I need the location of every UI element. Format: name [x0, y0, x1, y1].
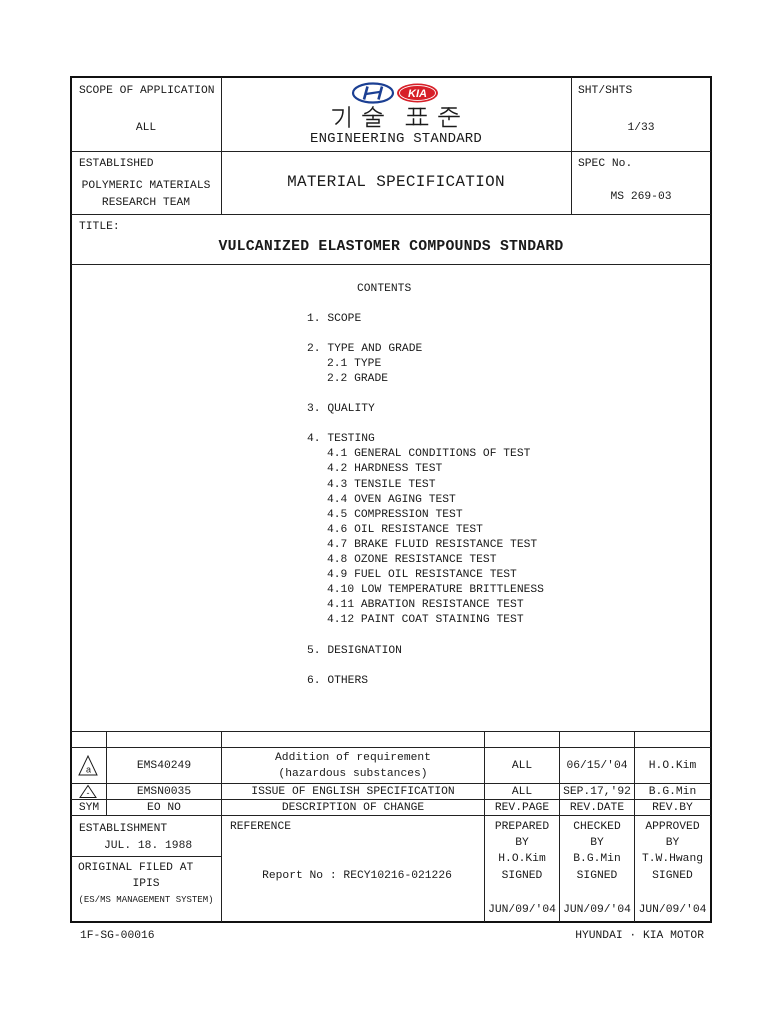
document-type: MATERIAL SPECIFICATION: [287, 173, 505, 191]
revision-symbol-letter: -: [86, 788, 90, 798]
toc-subsection: [307, 613, 544, 628]
toc-number: 4.6: [327, 523, 348, 536]
toc-title: OIL RESISTANCE TEST: [354, 523, 483, 536]
reference-report-number: Report No : RECY10216-021226: [262, 870, 452, 882]
rev-date: 06/15/'04: [566, 759, 628, 772]
toc-subsection: [307, 598, 544, 613]
toc-title: GRADE: [354, 372, 389, 385]
rev-by: B.G.Min: [648, 785, 697, 798]
divider: [71, 731, 711, 732]
toc-title: PAINT COAT STAINING TEST: [360, 614, 524, 627]
toc-number: 3.: [307, 403, 321, 416]
column-header-rev-by: REV.BY: [652, 801, 693, 814]
toc-section: [307, 342, 544, 387]
approval-name: B.G.Min: [573, 853, 621, 865]
toc-subsection: [307, 372, 544, 387]
toc-section-heading: [307, 432, 544, 447]
establishment-date: JUL. 18. 1988: [104, 840, 193, 852]
column-header-description: DESCRIPTION OF CHANGE: [281, 801, 425, 814]
toc-section-heading: [307, 342, 544, 357]
toc-subsection: [307, 493, 544, 508]
toc-title: TYPE: [354, 357, 382, 370]
toc-title: BRAKE FLUID RESISTANCE TEST: [354, 538, 538, 551]
toc-number: 4.1: [327, 448, 348, 461]
toc-number: 2.: [307, 342, 321, 355]
engineering-standard-label: ENGINEERING STANDARD: [309, 131, 483, 147]
change-description-line: Addition of requirement: [275, 751, 431, 764]
approval-role: PREPARED: [494, 821, 550, 833]
toc-section: [307, 674, 544, 689]
established-by-line: POLYMERIC MATERIALS: [81, 180, 211, 192]
revision-triangle-icon: [72, 748, 106, 783]
toc-section-heading: [307, 644, 544, 659]
column-header-rev-page: REV.PAGE: [494, 801, 550, 814]
toc-title: TESTING: [327, 433, 375, 446]
toc-subsection: [307, 462, 544, 477]
toc-section: [307, 644, 544, 659]
toc-subsection: [307, 568, 544, 583]
kia-logo-icon: [397, 84, 438, 103]
approval-role: APPROVED: [645, 821, 700, 833]
approval-status: SIGNED: [576, 870, 618, 882]
toc-number: 4.5: [327, 508, 348, 521]
title-label: TITLE:: [79, 221, 120, 233]
toc-number: 2.1: [327, 357, 348, 370]
spec-number-value: MS 269-03: [610, 191, 672, 203]
sheet-value: 1/33: [627, 122, 655, 134]
revision-symbol: [72, 784, 106, 799]
revision-symbol-letter: a: [85, 764, 92, 775]
toc-title: TYPE AND GRADE: [327, 342, 423, 355]
header-logo-block: [300, 78, 490, 130]
scope-label: SCOPE OF APPLICATION: [79, 85, 215, 97]
form-number: 1F-SG-00016: [80, 930, 155, 942]
divider: [71, 214, 711, 215]
toc-section-heading: [307, 312, 544, 327]
toc-title: GENERAL CONDITIONS OF TEST: [354, 448, 531, 461]
column-header-eo-no: EO NO: [147, 801, 181, 814]
established-label: ESTABLISHED: [79, 158, 154, 170]
toc-number: 4.12: [327, 614, 355, 627]
reference-label: REFERENCE: [230, 821, 292, 833]
change-description-line: (hazardous substances): [278, 767, 428, 780]
contents-heading: CONTENTS: [357, 283, 412, 295]
toc-title: COMPRESSION TEST: [354, 508, 463, 521]
kia-logo-text: KIA: [408, 88, 427, 100]
rev-by: H.O.Kim: [648, 759, 697, 772]
toc-title: LOW TEMPERATURE BRITTLENESS: [360, 584, 544, 597]
toc-section: [307, 312, 544, 327]
toc-title: QUALITY: [327, 403, 375, 416]
toc-number: 4.: [307, 433, 321, 446]
toc-number: 4.9: [327, 569, 348, 582]
korean-title-lettering: [333, 107, 459, 127]
establishment-label: ESTABLISHMENT: [79, 823, 168, 835]
approval-status: SIGNED: [501, 870, 543, 882]
original-filed-location: IPIS: [132, 878, 160, 890]
toc-subsection: [307, 538, 544, 553]
approval-status: SIGNED: [652, 870, 693, 882]
approval-by: BY: [590, 837, 604, 849]
toc-subsection: [307, 447, 544, 462]
toc-title: DESIGNATION: [327, 644, 402, 657]
toc-subsection: [307, 508, 544, 523]
toc-title: HARDNESS TEST: [354, 463, 443, 476]
sheet-label: SHT/SHTS: [578, 85, 633, 97]
toc-subsection: [307, 553, 544, 568]
rev-page: ALL: [511, 785, 533, 798]
scope-value: ALL: [135, 122, 157, 134]
divider: [71, 856, 221, 857]
rev-date: SEP.17,'92: [563, 785, 631, 798]
divider: [71, 264, 711, 265]
hyundai-emblem-icon: [353, 84, 393, 103]
toc-section-heading: [307, 674, 544, 689]
divider: [71, 815, 711, 816]
toc-subsection: [307, 357, 544, 372]
divider: [71, 151, 711, 152]
rev-page: ALL: [511, 759, 533, 772]
toc-subsection: [307, 583, 544, 598]
eo-number: EMSN0035: [136, 785, 192, 798]
toc-title: ABRATION RESISTANCE TEST: [360, 599, 524, 612]
change-description: ISSUE OF ENGLISH SPECIFICATION: [251, 785, 455, 798]
revision-triangle-icon: [72, 784, 106, 799]
approval-date: JUN/09/'04: [638, 904, 707, 916]
column-header-sym: SYM: [78, 801, 100, 814]
toc-number: 5.: [307, 644, 321, 657]
eo-number: EMS40249: [136, 759, 192, 772]
toc-number: 4.7: [327, 538, 348, 551]
toc-subsection: [307, 523, 544, 538]
toc-number: 4.10: [327, 584, 355, 597]
revision-symbol: [72, 748, 106, 783]
toc-title: SCOPE: [327, 312, 362, 325]
toc-title: TENSILE TEST: [354, 478, 436, 491]
toc-title: OTHERS: [327, 674, 369, 687]
change-description: [222, 748, 484, 783]
toc-number: 2.2: [327, 372, 348, 385]
toc-title: OZONE RESISTANCE TEST: [354, 554, 497, 566]
approval-role: CHECKED: [573, 821, 621, 833]
approval-name: H.O.Kim: [498, 853, 546, 865]
management-system-note: (ES/MS MANAGEMENT SYSTEM): [78, 895, 214, 905]
toc-section: [307, 432, 544, 628]
toc-number: 4.4: [327, 493, 348, 506]
toc-number: 4.2: [327, 463, 348, 476]
approval-date: JUN/09/'04: [488, 904, 556, 916]
toc-title: FUEL OIL RESISTANCE TEST: [354, 569, 517, 582]
approval-by: BY: [515, 837, 529, 849]
original-filed-label: ORIGINAL FILED AT: [78, 862, 194, 874]
spec-number-label: SPEC No.: [578, 158, 633, 170]
toc-number: 6.: [307, 674, 321, 687]
established-by-line: RESEARCH TEAM: [101, 197, 191, 209]
toc-number: 4.11: [327, 599, 355, 612]
toc-number: 4.8: [327, 554, 348, 566]
toc-number: 4.3: [327, 478, 348, 491]
column-header-rev-date: REV.DATE: [569, 801, 625, 814]
table-of-contents: [307, 312, 544, 704]
company-name: HYUNDAI · KIA MOTOR: [575, 930, 704, 942]
toc-section-heading: [307, 402, 544, 417]
toc-subsection: [307, 478, 544, 493]
page-title: VULCANIZED ELASTOMER COMPOUNDS STNDARD: [218, 239, 564, 255]
toc-number: 1.: [307, 312, 321, 325]
approval-by: BY: [665, 837, 680, 849]
toc-section: [307, 402, 544, 417]
approval-date: JUN/09/'04: [563, 904, 631, 916]
toc-title: OVEN AGING TEST: [354, 493, 456, 506]
approval-name: T.W.Hwang: [641, 853, 703, 865]
